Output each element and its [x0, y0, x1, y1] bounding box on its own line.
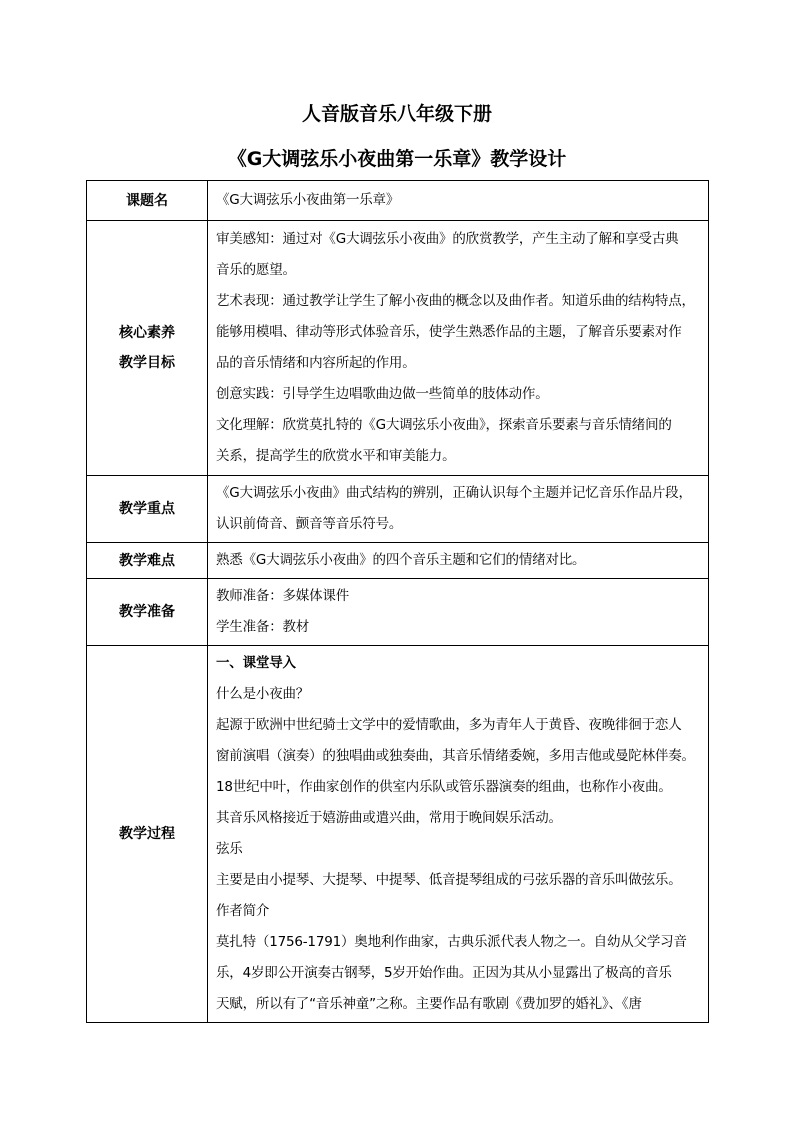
row-preparation	[87, 579, 709, 646]
core-line: 审美感知：通过对《G大调弦乐小夜曲》的欣赏教学，产生主动了解和享受古典	[216, 231, 679, 247]
document-title-line1: 人音版音乐八年级下册	[301, 103, 492, 125]
label-difficulties: 教学难点	[87, 543, 208, 579]
core-line: 品的音乐情绪和内容所起的作用。	[216, 355, 416, 371]
process-line: 弦乐	[216, 841, 243, 857]
label-preparation: 教学准备	[87, 579, 208, 646]
value-process	[208, 646, 709, 1023]
preparation-line: 学生准备：教材	[216, 619, 310, 635]
core-line: 艺术表现：通过教学让学生了解小夜曲的概念以及曲作者。知道乐曲的结构特点，	[216, 293, 695, 309]
row-core-goals	[87, 221, 709, 476]
process-line: 主要是由小提琴、大提琴、中提琴、低音提琴组成的弓弦乐器的音乐叫做弦乐。	[216, 872, 682, 888]
value-key-points	[208, 476, 709, 543]
core-line: 音乐的愿望。	[216, 262, 296, 278]
value-preparation	[208, 579, 709, 646]
label-topic: 课题名	[87, 181, 208, 221]
process-line: 作者简介	[216, 903, 270, 919]
label-key-points: 教学重点	[87, 476, 208, 543]
topic-text: 《G大调弦乐小夜曲第一乐章》	[216, 192, 400, 208]
process-line: 什么是小夜曲？	[216, 686, 310, 702]
core-line: 能够用模唱、律动等形式体验音乐，使学生熟悉作品的主题，了解音乐要素对作	[216, 324, 682, 340]
core-line: 创意实践：引导学生边唱歌曲边做一些简单的肢体动作。	[216, 386, 549, 402]
lesson-plan-table	[86, 180, 709, 1023]
process-line: 乐，4岁即公开演奏古钢琴，5岁开始作曲。正因为其从小显露出了极高的音乐	[216, 965, 672, 981]
row-process	[87, 646, 709, 1023]
preparation-line: 教师准备：多媒体课件	[216, 588, 349, 604]
label-process: 教学过程	[87, 646, 208, 1023]
core-line: 文化理解：欣赏莫扎特的《G大调弦乐小夜曲》，探索音乐要素与音乐情绪间的	[216, 417, 672, 433]
process-line: 窗前演唱（演奏）的独唱曲或独奏曲，其音乐情绪委婉，多用吉他或曼陀林伴奏。	[216, 748, 695, 764]
value-core-goals	[208, 221, 709, 476]
value-difficulties	[208, 543, 709, 579]
row-key-points	[87, 476, 709, 543]
process-section-heading: 一、课堂导入	[216, 655, 296, 671]
row-topic	[87, 181, 709, 221]
difficulty-text: 熟悉《G大调弦乐小夜曲》的四个音乐主题和它们的情绪对比。	[216, 552, 586, 568]
label-core-line2: 教学目标	[119, 355, 175, 371]
process-line: 莫扎特（1756-1791）奥地利作曲家，古典乐派代表人物之一。自幼从父学习音	[216, 934, 687, 950]
document-title-line2: 《G大调弦乐小夜曲第一乐章》教学设计	[227, 148, 567, 170]
row-difficulties	[87, 543, 709, 579]
key-point-line: 认识前倚音、颤音等音乐符号。	[216, 516, 403, 532]
process-line: 其音乐风格接近于嬉游曲或遣兴曲，常用于晚间娱乐活动。	[216, 810, 562, 826]
label-core-goals	[87, 221, 208, 476]
core-line: 关系，提高学生的欣赏水平和审美能力。	[216, 448, 456, 464]
process-line: 天赋，所以有了“音乐神童”之称。主要作品有歌剧《费加罗的婚礼》、《唐	[216, 996, 642, 1012]
process-line: 起源于欧洲中世纪骑士文学中的爱情歌曲，多为青年人于黄昏、夜晚徘徊于恋人	[216, 717, 682, 733]
label-core-line1: 核心素养	[119, 325, 175, 341]
value-topic	[208, 181, 709, 221]
process-line: 18世纪中叶，作曲家创作的供室内乐队或管乐器演奏的组曲，也称作小夜曲。	[216, 779, 672, 795]
key-point-line: 《G大调弦乐小夜曲》曲式结构的辨别，正确认识每个主题并记忆音乐作品片段，	[216, 485, 692, 501]
